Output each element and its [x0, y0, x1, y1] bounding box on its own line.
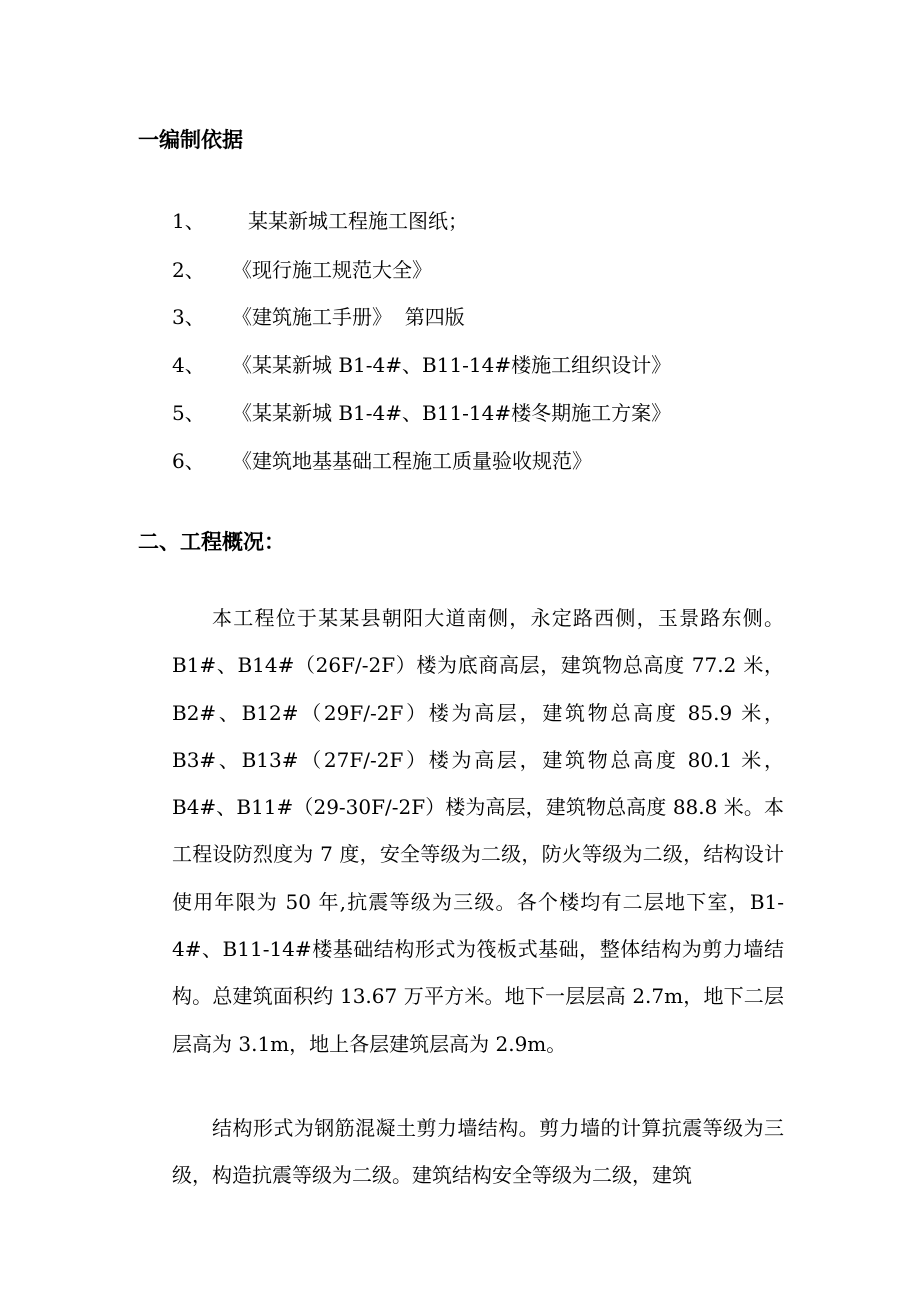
structure-paragraph: 结构形式为钢筋混凝土剪力墙结构。剪力墙的计算抗震等级为三级，构造抗震等级为二级。建筑结构安全等级为二级，建筑	[172, 1116, 784, 1188]
section-heading-overview: 二、工程概况：	[138, 530, 285, 554]
list-item-number: 1、	[172, 209, 205, 233]
list-item-number: 4、	[172, 353, 205, 377]
list-item-text: 《现行施工规范大全》	[232, 258, 432, 282]
overview-paragraph: 本工程位于某某县朝阳大道南侧，永定路西侧，玉景路东侧。B1#、B14#（26F/-2F）楼为底商高层，建筑物总高度 77.2 米，B2#、B12#（29F/-2F）楼为高层，建筑物总高度 85.9 米，B3#、B13#（27F/-2F）楼为高层，建筑物总高度 80.1 米，B4#、B11#（29-30F/-2F）楼为高层，建筑物总高度 88.8 米。本工程设防烈度为 7 度，安全等级为二级，防火等级为二级，结构设计使用年限为 50 年,抗震等级为三级。各个楼均有二层地下室，B1-4#、B11-14#楼基础结构形式为筏板式基础，整体结构为剪力墙结构。总建筑面积约 13.67 万平方米。地下一层层高 2.7m，地下二层层高为 3.1m，地上各层建筑层高为 2.9m。	[172, 606, 784, 1056]
list-item-number: 5、	[172, 401, 205, 425]
list-item-number: 2、	[172, 258, 205, 282]
list-item-text: 某某新城工程施工图纸；	[248, 209, 468, 233]
list-item-number: 3、	[172, 305, 205, 329]
list-item-text: 《某某新城 B1-4#、B11-14#楼冬期施工方案》	[232, 401, 672, 425]
list-item-number: 6、	[172, 449, 205, 473]
list-item-text: 《建筑施工手册》 第四版	[232, 305, 465, 329]
list-item-text: 《某某新城 B1-4#、B11-14#楼施工组织设计》	[232, 353, 672, 377]
list-item-text: 《建筑地基基础工程施工质量验收规范》	[232, 449, 592, 473]
section-heading-basis: 一编制依据	[138, 128, 243, 152]
